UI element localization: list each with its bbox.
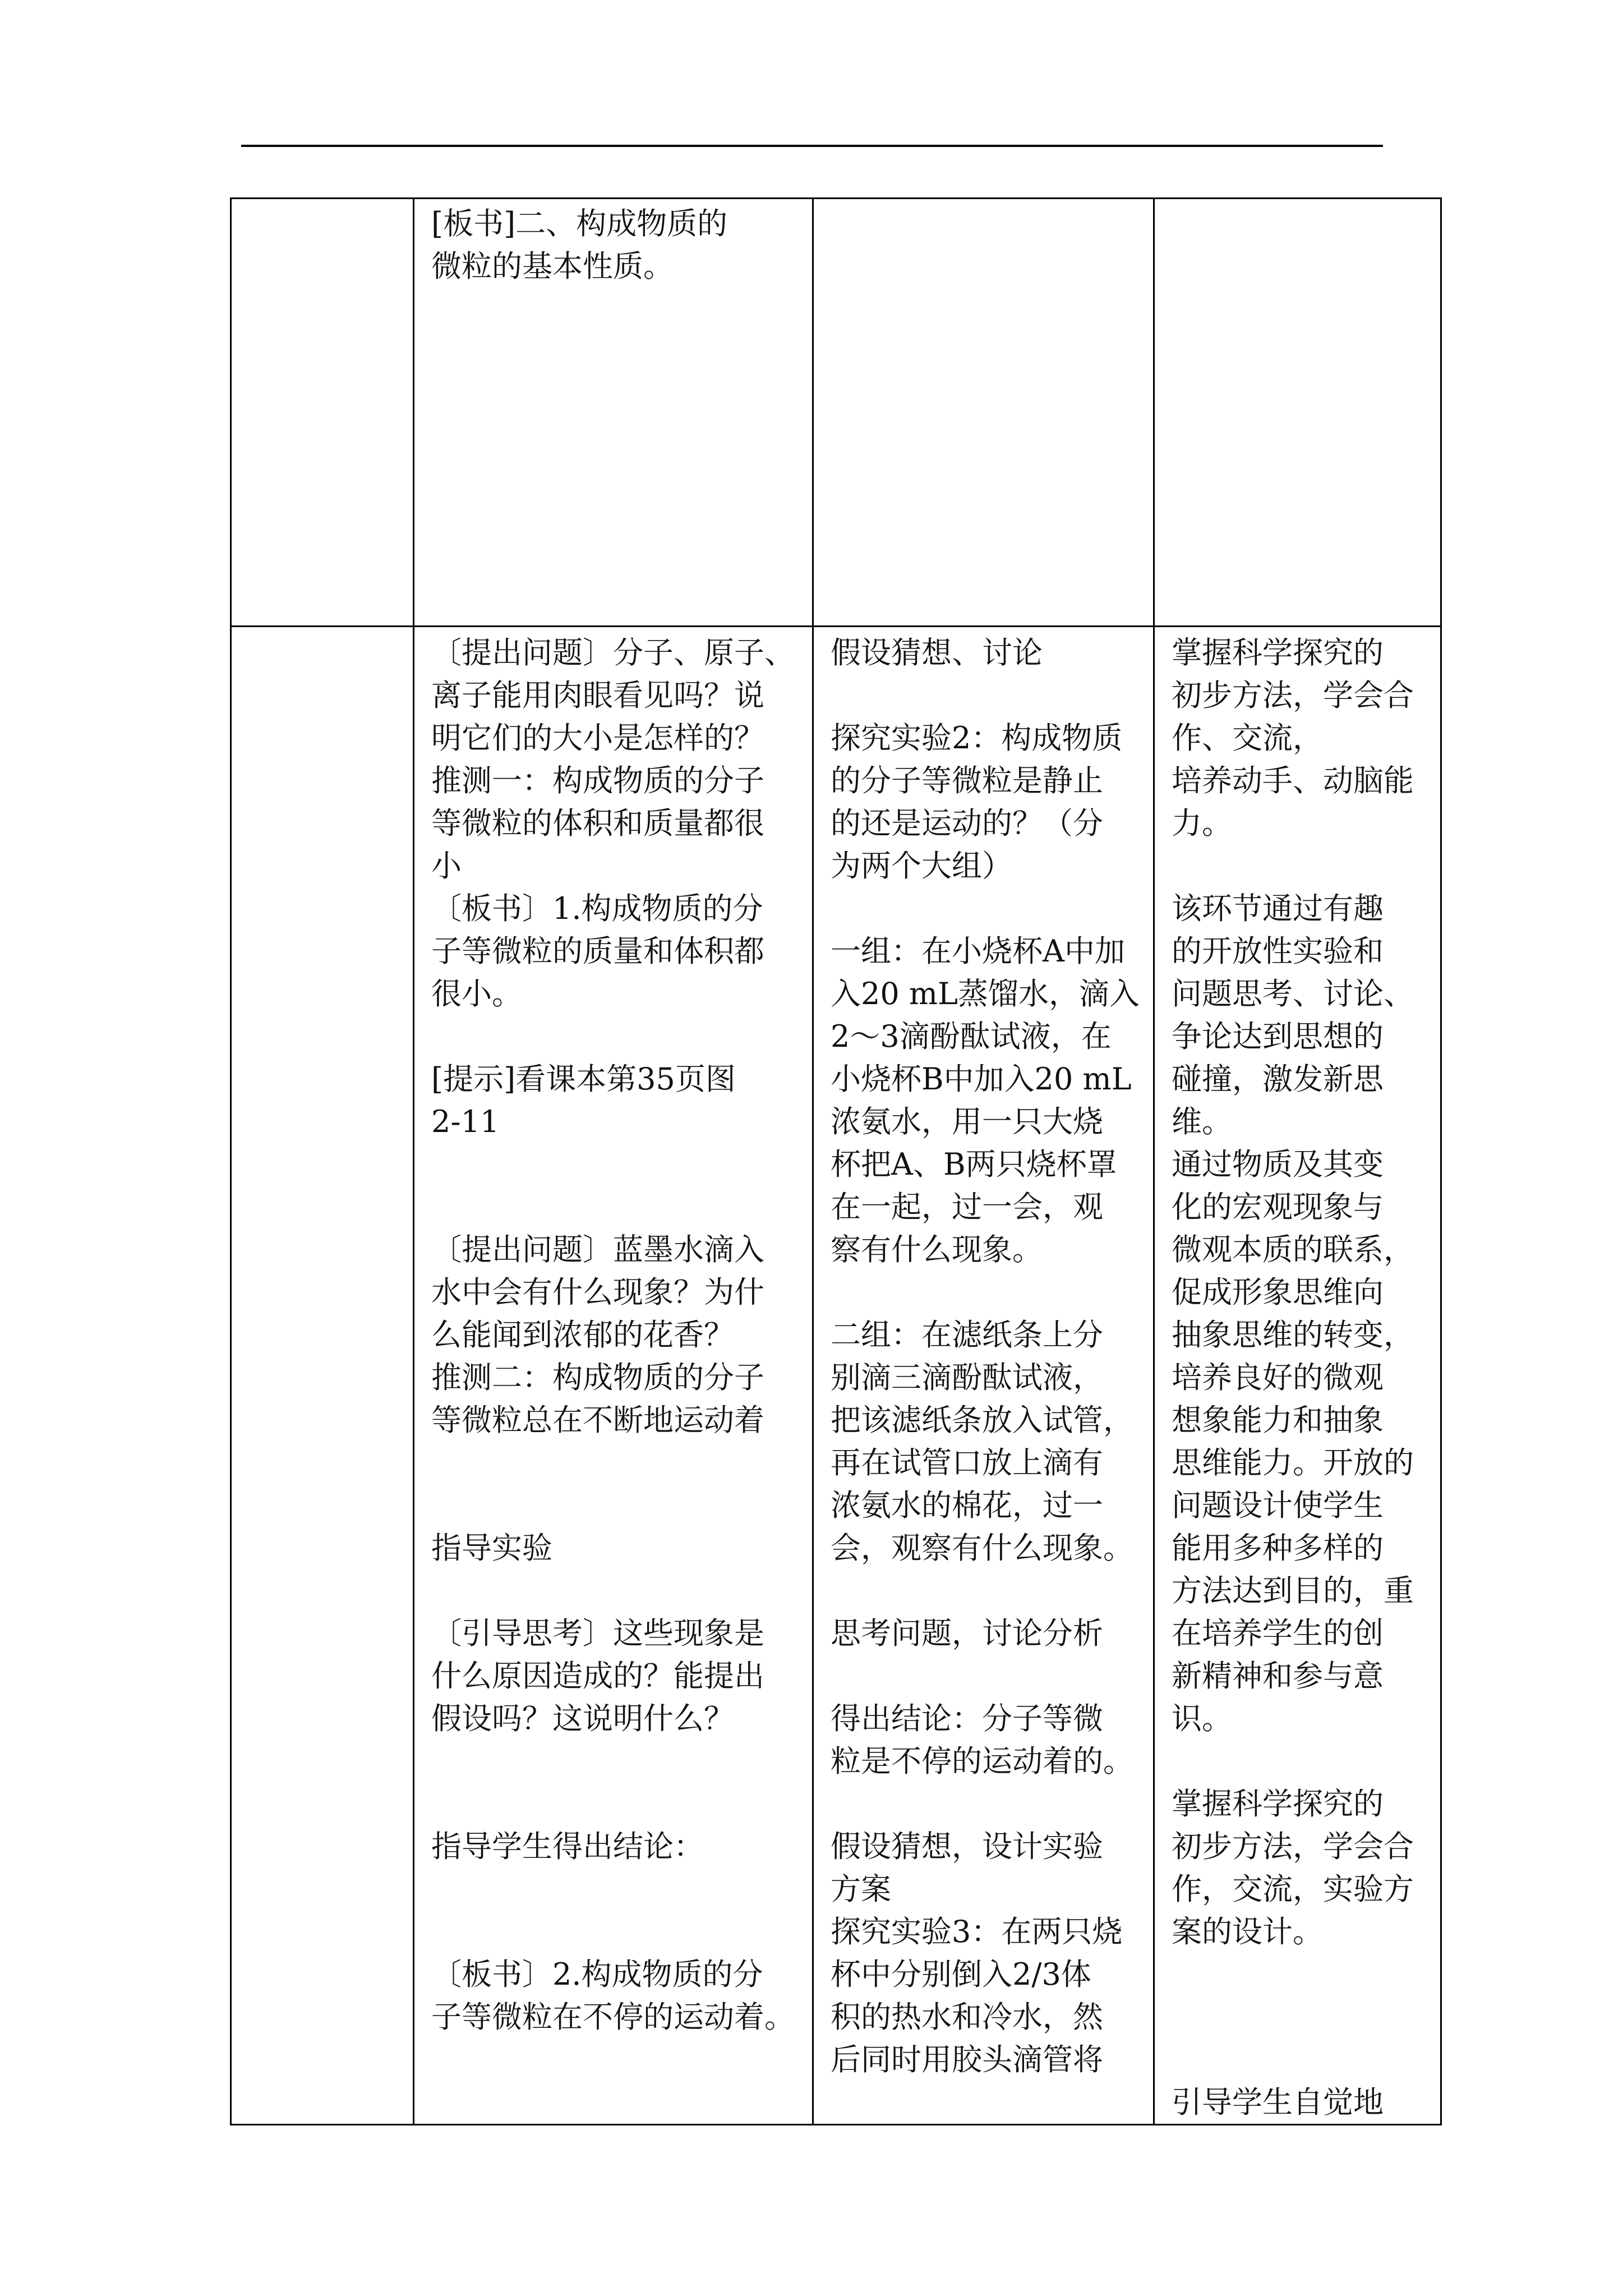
- text-line: [431, 1911, 802, 1953]
- student-activity-cell: [813, 627, 1154, 2125]
- text-line: [431, 1570, 802, 1612]
- text-line: [831, 887, 1143, 930]
- text-line: 杯中分别倒入2/3体: [831, 1957, 1091, 1992]
- text-line: 〔引导思考〕这些现象是: [431, 1616, 764, 1651]
- text-line: [831, 1271, 1143, 1314]
- text-line: 会，观察有什么现象。: [831, 1530, 1133, 1566]
- text-line: 的分子等微粒是静止: [831, 763, 1103, 798]
- text-line: 抽象思维的转变，: [1172, 1317, 1414, 1352]
- text-line: [1172, 1740, 1430, 1783]
- text-line: 〔板书〕2.构成物质的分: [431, 1957, 763, 1992]
- text-line: 探究实验2：构成物质: [831, 720, 1123, 756]
- text-line: 小烧杯B中加入20 mL: [831, 1061, 1132, 1097]
- text-line: 掌握科学探究的: [1172, 635, 1384, 670]
- text-line: 离子能用肉眼看见吗？说: [431, 678, 764, 713]
- text-line: [431, 1143, 802, 1186]
- text-line: [431, 1740, 802, 1783]
- text-line: 指导实验: [431, 1530, 552, 1566]
- text-line: 力。: [1172, 806, 1232, 841]
- text-line: 浓氨水，用一只大烧: [831, 1104, 1103, 1139]
- text-line: 假设猜想，设计实验: [831, 1829, 1103, 1864]
- text-line: 问题设计使学生: [1172, 1488, 1384, 1523]
- text-line: 新精神和参与意: [1172, 1658, 1384, 1694]
- text-line: 培养动手、动脑能: [1172, 763, 1414, 798]
- text-line: [板书]二、构成物质的: [431, 206, 728, 241]
- text-line: [431, 1442, 802, 1484]
- text-line: [提示]看课本第35页图: [431, 1061, 736, 1097]
- text-line: 假设猜想、讨论: [831, 635, 1043, 670]
- text-line: 方法达到目的，重: [1172, 1573, 1414, 1608]
- text-line: [431, 1186, 802, 1228]
- text-line: 杯把A、B两只烧杯罩: [831, 1147, 1117, 1182]
- text-line: 〔提出问题〕分子、原子、: [431, 635, 795, 670]
- text-line: [1172, 845, 1430, 887]
- text-line: 思考问题，讨论分析: [831, 1616, 1103, 1651]
- text-line: 掌握科学探究的: [1172, 1786, 1384, 1821]
- text-line: 初步方法，学会合: [1172, 678, 1414, 713]
- text-line: 作、交流，: [1172, 720, 1323, 756]
- text-line: 浓氨水的棉花，过一: [831, 1488, 1103, 1523]
- text-line: 等微粒的体积和质量都很: [431, 806, 764, 841]
- header-rule: [241, 145, 1383, 147]
- table-row: [231, 627, 1441, 2125]
- text-line: 入20 mL蒸馏水，滴入: [831, 976, 1140, 1011]
- text-line: 思维能力。开放的: [1172, 1445, 1414, 1480]
- text-line: [431, 1783, 802, 1825]
- text-line: 假设吗？这说明什么？: [431, 1701, 734, 1736]
- text-line: 培养良好的微观: [1172, 1360, 1384, 1395]
- text-line: 一组：在小烧杯A中加: [831, 933, 1125, 969]
- text-line: 等微粒总在不断地运动着: [431, 1402, 764, 1438]
- text-line: [831, 1570, 1143, 1612]
- text-line: 粒是不停的运动着的。: [831, 1743, 1133, 1779]
- text-line: 把该滤纸条放入试管，: [831, 1402, 1133, 1438]
- text-line: [831, 1655, 1143, 1697]
- text-line: 小: [431, 848, 462, 884]
- design-intent-cell: [1154, 199, 1441, 627]
- text-line: 二组：在滤纸条上分: [831, 1317, 1103, 1352]
- text-line: 推测二：构成物质的分子: [431, 1360, 764, 1395]
- text-line: 推测一：构成物质的分子: [431, 763, 764, 798]
- text-line: 后同时用胶头滴管将: [831, 2042, 1103, 2077]
- text-line: 微观本质的联系，: [1172, 1232, 1414, 1267]
- text-line: 问题思考、讨论、: [1172, 976, 1414, 1011]
- text-line: 促成形象思维向: [1172, 1274, 1384, 1310]
- text-line: 在一起，过一会，观: [831, 1189, 1103, 1225]
- text-line: 很小。: [431, 976, 522, 1011]
- text-line: 作，交流，实验方: [1172, 1871, 1414, 1907]
- text-line: 水中会有什么现象？为什: [431, 1274, 764, 1310]
- text-line: 子等微粒的质量和体积都: [431, 933, 764, 969]
- text-line: 该环节通过有趣: [1172, 891, 1384, 926]
- text-line: 2-11: [431, 1104, 500, 1139]
- text-line: 察有什么现象。: [831, 1232, 1043, 1267]
- text-line: 〔提出问题〕蓝墨水滴入: [431, 1232, 764, 1267]
- text-line: 案的设计。: [1172, 1914, 1323, 1949]
- text-line: 得出结论：分子等微: [831, 1701, 1103, 1736]
- text-line: [1172, 1953, 1430, 1996]
- text-line: 想象能力和抽象: [1172, 1402, 1384, 1438]
- text-line: 〔板书〕1.构成物质的分: [431, 891, 763, 926]
- text-line: 为两个大组）: [831, 848, 1012, 884]
- text-line: [1172, 1996, 1430, 2039]
- text-line: [431, 1484, 802, 1527]
- text-line: 的开放性实验和: [1172, 933, 1384, 969]
- design-intent-cell: [1154, 627, 1441, 2125]
- text-line: 在培养学生的创: [1172, 1616, 1384, 1651]
- text-line: [431, 1015, 802, 1058]
- text-line: 的还是运动的？（分: [831, 806, 1103, 841]
- text-line: 指导学生得出结论：: [431, 1829, 704, 1864]
- stage-cell: [231, 199, 414, 627]
- text-line: 2～3滴酚酞试液，在: [831, 1019, 1112, 1054]
- text-line: 什么原因造成的？能提出: [431, 1658, 764, 1694]
- text-line: [1172, 2039, 1430, 2081]
- text-line: 初步方法，学会合: [1172, 1829, 1414, 1864]
- student-activity-cell: [813, 199, 1154, 627]
- stage-cell: [231, 627, 414, 2125]
- text-line: 引导学生自觉地: [1172, 2085, 1384, 2120]
- text-line: 能用多种多样的: [1172, 1530, 1384, 1566]
- teacher-activity-cell: [414, 627, 813, 2125]
- table-row: [231, 199, 1441, 627]
- text-line: 别滴三滴酚酞试液，: [831, 1360, 1103, 1395]
- lesson-plan-table: [230, 197, 1442, 2125]
- text-line: 探究实验3：在两只烧: [831, 1914, 1123, 1949]
- text-line: 方案: [831, 1871, 891, 1907]
- text-line: 积的热水和冷水，然: [831, 1999, 1103, 2035]
- text-line: 碰撞，激发新思维。: [1172, 1061, 1384, 1139]
- text-line: 子等微粒在不停的运动着。: [431, 1999, 795, 2035]
- text-line: 识。: [1172, 1701, 1232, 1736]
- text-line: 么能闻到浓郁的花香？: [431, 1317, 734, 1352]
- text-line: [431, 1868, 802, 1911]
- text-line: 明它们的大小是怎样的？: [431, 720, 764, 756]
- text-line: 通过物质及其变: [1172, 1147, 1384, 1182]
- text-line: 化的宏观现象与: [1172, 1189, 1384, 1225]
- teacher-activity-cell: [414, 199, 813, 627]
- text-line: 微粒的基本性质。: [431, 249, 674, 284]
- text-line: 争论达到思想的: [1172, 1019, 1384, 1054]
- text-line: [831, 1783, 1143, 1825]
- text-line: 再在试管口放上滴有: [831, 1445, 1103, 1480]
- text-line: [831, 674, 1143, 717]
